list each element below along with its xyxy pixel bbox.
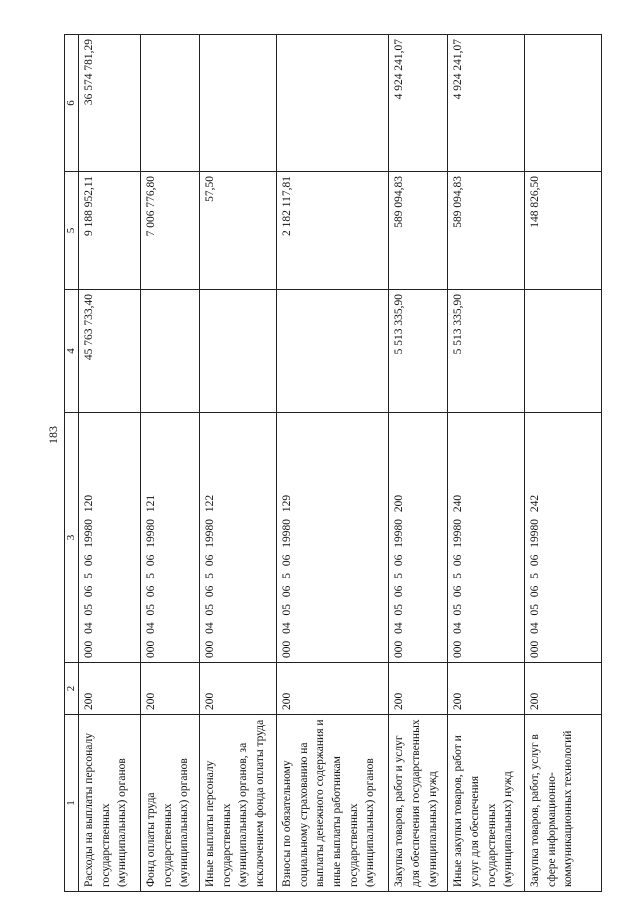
row-unexecuted: 4 924 241,07: [389, 35, 448, 172]
table-row: [276, 35, 388, 892]
row-name: Закупка товаров, работ, услуг в сфере информационно-коммуникационных технологий: [524, 715, 601, 892]
table-row: [199, 35, 276, 892]
header-cell: 3: [65, 413, 79, 663]
row-name: Взносы по обязательному социальному страхованию на выплаты денежного содержания и иные выплаты работникам государственных (муниципальных) органов: [276, 715, 388, 892]
row-line-code: 200: [389, 663, 448, 715]
row-budget-code: 000 04 05 06 5 06 19980 242: [524, 413, 601, 663]
row-name: Фонд оплаты труда государственных (муниципальных) органов: [140, 715, 199, 892]
header-cell: 5: [65, 172, 79, 290]
row-executed: 148 826,50: [524, 172, 601, 290]
row-unexecuted: 36 574 781,29: [78, 35, 140, 172]
row-budget-code: 000 04 05 06 5 06 19980 120: [78, 413, 140, 663]
row-unexecuted: 4 924 241,07: [448, 35, 525, 172]
row-line-code: 200: [276, 663, 388, 715]
table-row: [389, 35, 448, 892]
row-line-code: 200: [78, 663, 140, 715]
row-budget-code: 000 04 05 06 5 06 19980 129: [276, 413, 388, 663]
row-approved: 5 513 335,90: [389, 290, 448, 413]
row-unexecuted: [524, 35, 601, 172]
row-line-code: 200: [199, 663, 276, 715]
header-row: [65, 35, 79, 892]
table-row: [524, 35, 601, 892]
row-name: Иные выплаты персоналу государственных (муниципальных) органов, за исключением фонда оплаты труда: [199, 715, 276, 892]
row-budget-code: 000 04 05 06 5 06 19980 122: [199, 413, 276, 663]
row-executed: 2 182 117,81: [276, 172, 388, 290]
row-approved: [276, 290, 388, 413]
row-budget-code: 000 04 05 06 5 06 19980 240: [448, 413, 525, 663]
row-unexecuted: [199, 35, 276, 172]
row-approved: [199, 290, 276, 413]
table-row: [448, 35, 525, 892]
row-approved: [140, 290, 199, 413]
row-name: Расходы на выплаты персоналу государственных (муниципальных) органов: [78, 715, 140, 892]
row-executed: 9 188 952,11: [78, 172, 140, 290]
row-name: Закупка товаров, работ и услуг для обеспечения государственных (муниципальных) нужд: [389, 715, 448, 892]
row-executed: 589 094,83: [389, 172, 448, 290]
row-executed: 57,50: [199, 172, 276, 290]
row-executed: 7 006 776,80: [140, 172, 199, 290]
row-approved: [524, 290, 601, 413]
header-cell: 6: [65, 35, 79, 172]
rotated-table-container: [64, 35, 602, 892]
header-cell: 4: [65, 290, 79, 413]
row-unexecuted: [140, 35, 199, 172]
row-approved: 5 513 335,90: [448, 290, 525, 413]
row-approved: 45 763 733,40: [78, 290, 140, 413]
row-line-code: 200: [140, 663, 199, 715]
row-budget-code: 000 04 05 06 5 06 19980 121: [140, 413, 199, 663]
row-budget-code: 000 04 05 06 5 06 19980 200: [389, 413, 448, 663]
page-number: 183: [46, 426, 60, 444]
header-cell: 2: [65, 663, 79, 715]
row-line-code: 200: [448, 663, 525, 715]
header-cell: 1: [65, 715, 79, 892]
table-row: [140, 35, 199, 892]
row-unexecuted: [276, 35, 388, 172]
budget-table: [64, 34, 602, 892]
table-row: [78, 35, 140, 892]
row-executed: 589 094,83: [448, 172, 525, 290]
row-line-code: 200: [524, 663, 601, 715]
row-name: Иные закупки товаров, работ и услуг для обеспечения государственных (муниципальных) нужд: [448, 715, 525, 892]
